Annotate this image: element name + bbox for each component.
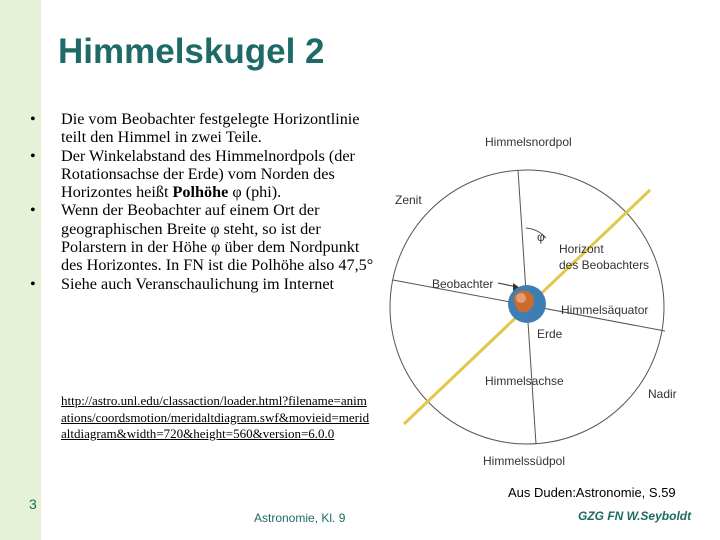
bullet-list: [30, 110, 375, 293]
bullet-item: [30, 147, 375, 202]
bullet-text: Wenn der Beobachter auf einem Ort der geographischen Breite φ steht, so ist der Polarstern in der Höhe φ über dem Nordpunkt des Horizontes. In FN ist die Polhöhe also 47,5°: [61, 201, 374, 275]
north-pole-label: Himmelsnordpol: [485, 135, 572, 149]
observer-label: Beobachter: [432, 277, 494, 291]
earth-shine: [516, 293, 526, 303]
bullet-text: φ (phi).: [228, 183, 282, 202]
footer-author: GZG FN W.Seyboldt: [578, 509, 692, 523]
nadir-label: Nadir: [648, 387, 677, 401]
horizon-label-2: des Beobachters: [559, 258, 650, 272]
celestial-sphere-figure: [380, 120, 700, 470]
horizon-label: Horizont: [559, 242, 604, 256]
bullet-dot: •: [30, 146, 36, 165]
slide-title: Himmelskugel 2: [58, 32, 325, 71]
phi-label: φ: [537, 230, 545, 244]
slide-number: 3: [29, 496, 37, 512]
footer-course: Astronomie, Kl. 9: [254, 511, 346, 525]
earth-label: Erde: [537, 327, 563, 341]
bullet-text: Siehe auch Veranschaulichung im Internet: [61, 274, 334, 293]
bullet-dot: •: [30, 201, 36, 220]
source-caption: Aus Duden:Astronomie, S.59: [508, 485, 676, 500]
zenith-label: Zenit: [395, 193, 422, 207]
internet-link[interactable]: http://astro.unl.edu/classaction/loader.html?filename=animations/coordsmotion/meridaltdiagram.swf&movieid=meridaltdiagram&width=720&height=560&version=6.0.0: [61, 393, 370, 441]
equator-label: Himmelsäquator: [561, 303, 649, 317]
bold-term: Polhöhe: [172, 183, 229, 202]
south-pole-label: Himmelssüdpol: [483, 454, 566, 468]
bullet-text: Der Winkelabstand des Himmelnordpols (der Rotationsachse der Erde) vom Norden des Horizontes heißt: [61, 146, 355, 202]
bullet-text: Die vom Beobachter festgelegte Horizontlinie teilt den Himmel in zwei Teile.: [61, 110, 360, 147]
bullet-item: [30, 275, 375, 293]
bullet-dot: •: [30, 110, 36, 128]
axis-label: Himmelsachse: [485, 374, 564, 388]
bullet-item: [30, 201, 375, 274]
bullet-item: [30, 110, 375, 147]
bullet-dot: •: [30, 274, 36, 293]
